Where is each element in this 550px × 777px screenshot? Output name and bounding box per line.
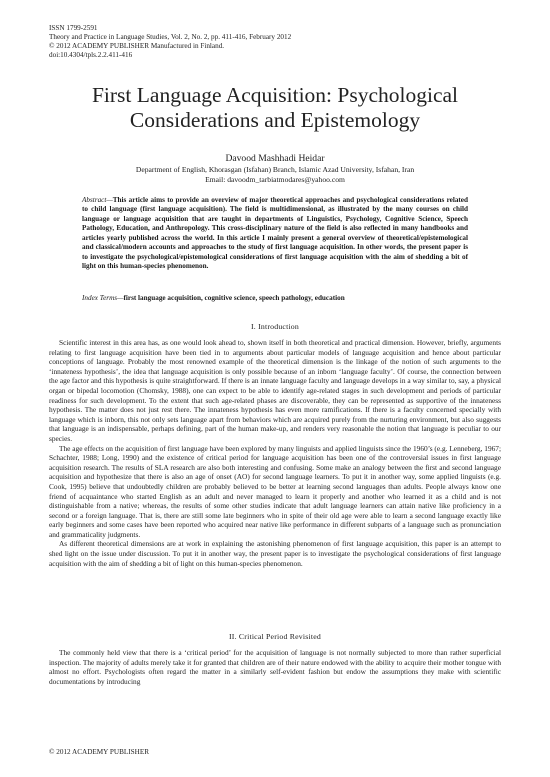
affiliation: Department of English, Khorasgan (Isfahan) Branch, Islamic Azad University, Isfahan, Iran [135, 165, 415, 174]
section-body-introduction [49, 338, 501, 568]
section-heading-critical-period: II. Critical Period Revisited [229, 632, 321, 641]
index-terms-text: first language acquisition, cognitive science, speech pathology, education [123, 294, 345, 302]
body-paragraph: Scientific interest in this area has, as one would look ahead to, shown itself in both theoretical and practical dimension. However, briefly, arguments relating to first language acquisition have been tied in to arguments about particular models of language acquisition and hence about particular conceptions of language. Probably the most renowned example of the theoretical dimension is the linkage of the notion of such arguments to the ‘innateness hypothesis’, the idea that language acquisition is only possible because of an inborn ‘language faculty’. Of course, the connection between the age factor and this hypothesis is quite straightforward. If there is an innate language faculty and language develops in a way similar to, say, a physical organ or bipedal locomotion (Chomsky, 1988), one can expect to be able to identify age-related stages in such development and periods of particular readiness for such development. To the extent that such age-related phases are discoverable, they can be represented as supportive of the innateness hypothesis. The matter does not just rest there. The innateness hypothesis has even more ramifications. If there is a faculty concerned specially with language which is inborn, this not only sets language apart from behaviors which are acquired purely from the nurturing environment, but also suggests that language is an indispensable, perhaps defining, part of the human make-up, and renders very reasonable the notion that language is peculiar to our species. [49, 338, 501, 443]
copyright-line: © 2012 ACADEMY PUBLISHER Manufactured in Finland. [49, 42, 225, 50]
journal-citation-line: Theory and Practice in Language Studies, Vol. 2, No. 2, pp. 411-416, February 2012 [49, 33, 292, 41]
index-terms [82, 294, 468, 303]
body-paragraph: As different theoretical dimensions are at work in explaining the astonishing phenomenon of first language acquisition, this paper is an attempt to shed light on the issue under discussion. To put it in another way, the present paper is to investigate the psychological considerations of first language acquisition with the aim of shedding a bit of light on this human-species phenomenon. [49, 539, 501, 568]
journal-header [49, 24, 509, 60]
abstract-label: Abstract [82, 196, 107, 204]
body-paragraph: The commonly held view that there is a ‘critical period’ for the acquisition of language is not normally subjected to more than rather superficial inspection. The majority of adults merely take it for granted that children are of their nature endowed with the ability to acquire their mother tongue with almost no effort. Psychologists often regard the matter in a similarly self-evident fashion but endow the assumptions they make with scientific documentations by introducing [49, 648, 501, 686]
author-name: Davood Mashhadi Heidar [225, 153, 325, 164]
issn-line: ISSN 1799-2591 [49, 24, 98, 32]
section-heading-introduction: I. Introduction [250, 322, 300, 331]
page-footer: © 2012 ACADEMY PUBLISHER [49, 748, 150, 756]
author-affiliation-block [40, 165, 510, 184]
doi-link[interactable]: doi:10.4304/tpls.2.2.411-416 [49, 51, 133, 59]
abstract-dash: — [106, 196, 113, 204]
abstract-text: This article aims to provide an overview of major theoretical approaches and psychological considerations related to child language (first language acquisition). The field is multidimensional, as illustrated by the many courses on child language or language acquisition that are taught in departments of Linguistics, Psychology, Cognitive Science, Speech Pathology, Education, and Anthropology. This cross-disciplinary nature of the field is also reflected in many handbooks and articles yearly published across the world. In this article I mainly present a general overview of theoretical/epistemological and classical/modern accounts and approaches to the study of first language acquisition. In other words, the present paper is to investigate the psychological/epistemological considerations of first language acquisition with the aim of shedding a bit of light on this human-species phenomenon. [82, 196, 468, 271]
section-body-critical-period [49, 648, 501, 686]
abstract [82, 196, 468, 272]
index-terms-dash: — [117, 294, 124, 302]
body-paragraph: The age effects on the acquisition of first language have been explored by many linguists and applied linguists since the 1960’s (e.g. Lenneberg, 1967; Schachter, 1988; Long, 1990) and the existence of critical period for language acquisition has been one of the controversial issues in first language acquisition research. The results of SLA research are also both interesting and confusing. Some make an analogy between the first and second language acquisition and hypothesize that there is also an age of onset (AO) for second language learners. To put it in another way, some applied linguists (e.g. Cook, 1995) believe that undoubtedly children are probably believed to be better at learning second languages than adults. People always know one friend of acquaintance who started English as an adult and never managed to learn it properly and another who learned it as a child and is not distinguishable from a native; whereas, the results of some other studies indicate that adult language learners can attain native like proficiency in a second or a foreign language. That is, there are still some late beginners who in spite of their old age were able to learn a second language exactly like early beginners and some cases have been reported who acquired near native like performance in different subparts of a language such as pronunciation and grammaticality judgments. [49, 443, 501, 539]
index-terms-label: Index Terms [82, 294, 118, 302]
article-title: First Language Acquisition: Psychological Considerations and Epistemology [91, 83, 459, 132]
author-email[interactable]: Email: davoodm_tarbiatmodares@yahoo.com [205, 174, 345, 184]
